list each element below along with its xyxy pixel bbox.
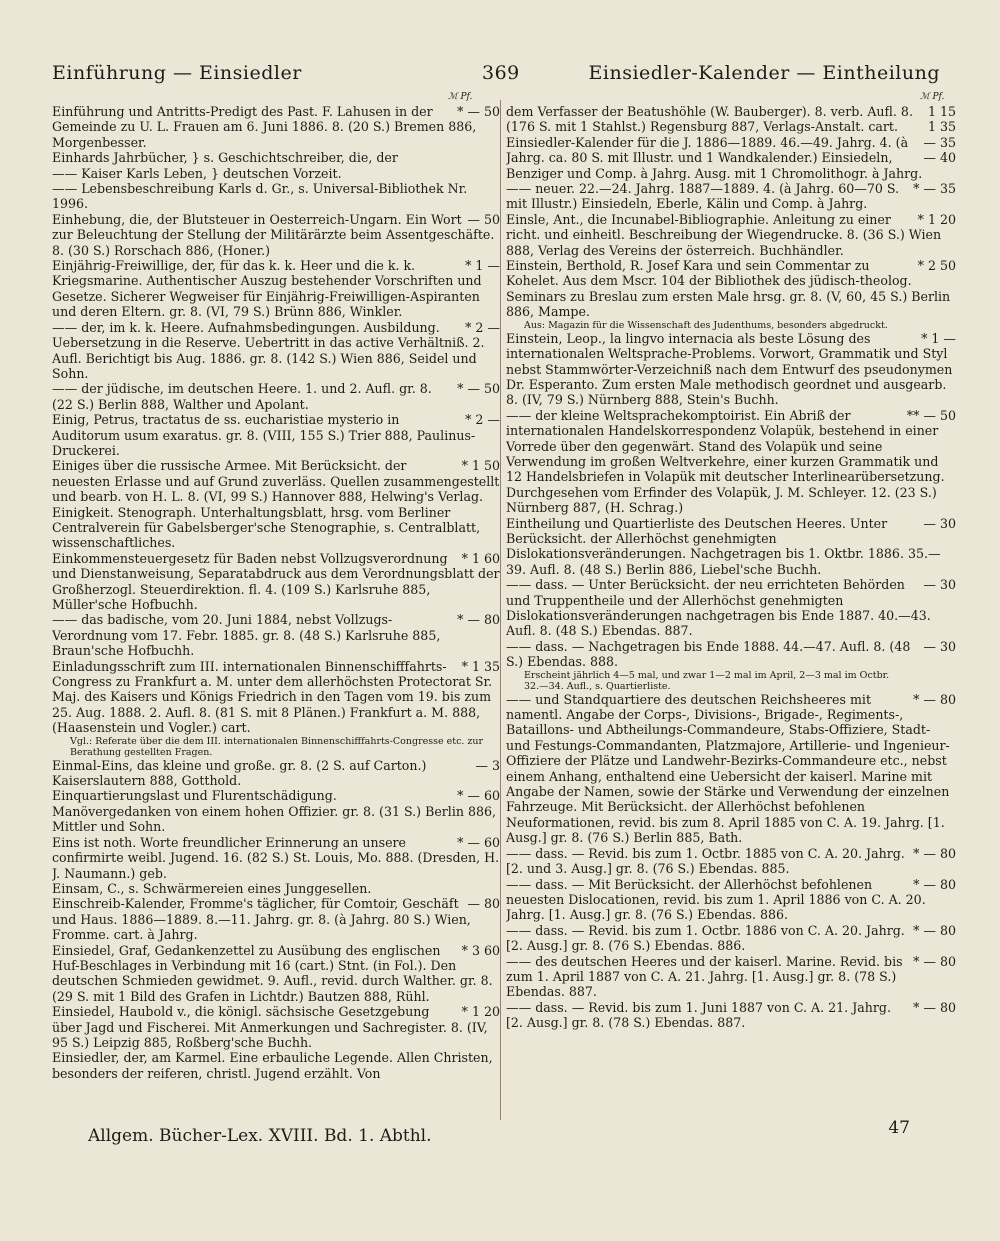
catalog-entry — [506, 877, 956, 923]
catalog-entry — [52, 758, 500, 789]
entry-price: * 2 — — [465, 319, 500, 335]
page-number: 369 — [482, 62, 520, 84]
entry-price: * 1 50 — [461, 458, 500, 474]
catalog-entry — [506, 104, 956, 135]
entry-price: 1 15 1 35 — [927, 104, 956, 135]
catalog-entry — [52, 381, 500, 412]
catalog-entry — [52, 943, 500, 1005]
entry-text: Erscheint jährlich 4—5 mal, und zwar 1—2 mal im April, 2—3 mal im Octbr. — [524, 669, 890, 681]
entry-text: Einschreib-Kalender, Fromme's täglicher, für Comtoir, Geschäft und Haus. 1886—1889. 8.—11. Jahrg. gr. 8. (à Jahrg. 80 S.) Wien, Fromme. cart. à Jahrg. — [52, 896, 471, 943]
entry-text: —— dass. — Revid. bis zum 1. Juni 1887 von C. A. 21. Jahrg. [2. Ausg.] gr. 8. (78 S.) Ebendas. 887. — [506, 999, 891, 1031]
entry-price: * — 35 — [913, 181, 956, 197]
catalog-entry — [52, 736, 500, 758]
entry-price: * 2 — — [465, 412, 500, 428]
entry-text: Einhards Jahrbücher, } s. Geschichtschreiber, die, der — [52, 150, 398, 166]
catalog-entry — [52, 412, 500, 458]
entry-text: Einsiedler-Kalender für die J. 1886—1889. 46.—49. Jahrg. 4. (à Jahrg. ca. 80 S. mit Illustr. und 1 Wandkalender.) Einsiedeln, Benziger und Comp. à Jahrg. Ausg. mit 1 Chromolithogr. à Jahrg. — [506, 134, 923, 181]
footer-sheet-number: 47 — [888, 1118, 910, 1138]
catalog-entry — [52, 104, 500, 150]
entry-price: * — 80 — [913, 691, 956, 707]
entry-text: 32.—34. Aufl., s. Quartierliste. — [524, 680, 671, 692]
catalog-entry — [52, 458, 500, 504]
catalog-entry — [52, 212, 500, 258]
entry-text: Einladungsschrift zum III. internationalen Binnenschifffahrts-Congress zu Frankfurt a. M. unter dem allerhöchsten Protectorat Sr. Maj. des Kaisers und Königs Friedrich in den Tagen vom 19. bis zum 25. Aug. 1888. 2. Aufl. 8. (81 S. mit 8 Plänen.) Frankfurt a. M. 888, (Haasenstein und Vogler.) cart. — [52, 658, 493, 736]
column-divider — [500, 100, 501, 1120]
entry-price: * 1 60 — [461, 550, 500, 566]
entry-text: —— Lebensbeschreibung Karls d. Gr., s. Universal-Bibliothek Nr. 1996. — [52, 181, 468, 212]
entry-text: Einiges über die russische Armee. Mit Berücksicht. der neuesten Erlasse und auf Grund zuverläss. Quellen zusammengestellt und bearb. von H. L. 8. (VI, 99 S.) Hannover 888, Helwing's Verlag. — [52, 458, 500, 505]
catalog-entry — [52, 835, 500, 881]
entry-price: * 1 20 — [917, 211, 956, 227]
entry-price: * — 50 — [457, 381, 500, 397]
entry-price: * 1 35 — [461, 658, 500, 674]
catalog-entry — [52, 896, 500, 942]
entry-text: —— der, im k. k. Heere. Aufnahmsbedingungen. Ausbildung. Uebersetzung in die Reserve. Uebertritt in das active Verhältniß. 2. Aufl. Berichtigt bis Aug. 1886. gr. 8. (142 S.) Wien 886, Seidel und Sohn. — [52, 319, 485, 381]
entry-text: Aus: Magazin für die Wissenschaft des Judenthums, besonders abgedruckt. — [524, 319, 888, 331]
entry-price: * — 80 — [913, 999, 956, 1015]
catalog-entry — [52, 551, 500, 613]
entry-text: Einsam, C., s. Schwärmereien eines Junggesellen. — [52, 880, 372, 896]
price-column-header-right: ℳ Pf. — [920, 92, 945, 102]
entry-text: —— neuer. 22.—24. Jahrg. 1887—1889. 4. (à Jahrg. 60—70 S. mit Illustr.) Einsiedeln, Eberle, Kälin und Comp. à Jahrg. — [506, 181, 900, 212]
entry-text: Einstein, Berthold, R. Josef Kara und sein Commentar zu Kohelet. Aus dem Mscr. 104 der Bibliothek des jüdisch-theolog. Seminars zu Breslau zum ersten Male hrsg. gr. 8. (V, 60, 45 S.) Berlin 886, Mampe. — [506, 258, 951, 320]
footer-signature: Allgem. Bücher-Lex. XVIII. Bd. 1. Abthl. — [88, 1126, 432, 1146]
entry-text: —— und Standquartiere des deutschen Reichsheeres mit namentl. Angabe der Corps-, Divisions-, Brigade-, Regiments-, Bataillons- und Abtheilungs-Commandeure, Stabs-Offiziere, Stadt- und Festungs-Commandanten, Platzmajore, Artillerie- und Ingenieur-Offiziere der Plätze und Landwehr-Bezirks-Commandeure etc., nebst einem Anhang, enthaltend eine Uebersicht der kaiserl. Marine mit Angabe der Namen, sowie der Stärke und Verwendung der einzelnen Fahrzeuge. Mit Berücksicht. der Allerhöchst befohlenen Neuformationen, revid. bis zum 8. April 1885 von C. A. 19. Jahrg. [1. Ausg.] gr. 8. (76 S.) Berlin 885, Bath. — [506, 691, 950, 846]
catalog-entry — [52, 788, 500, 834]
running-head-left: Einführung — Einsiedler — [52, 62, 302, 84]
running-head-right: Einsiedler-Kalender — Eintheilung — [588, 62, 940, 84]
catalog-entry — [506, 331, 956, 408]
catalog-entry — [506, 212, 956, 258]
entry-price: * 1 — — [465, 258, 500, 274]
catalog-entry — [52, 881, 500, 896]
entry-text: Einsiedel, Graf, Gedankenzettel zu Ausübung des englischen Huf-Beschlages in Verbindung mit 16 (cart.) Stnt. (in Fol.). Den deutschen Schmieden gewidmet. 9. Aufl., revid. durch Walther. gr. 8. (29 S. mit 1 Bild des Grafen in Lichtdr.) Bautzen 888, Rühl. — [52, 942, 493, 1004]
entry-price: — 3 — [475, 757, 500, 773]
catalog-entry — [506, 846, 956, 877]
entry-text: Einkommensteuergesetz für Baden nebst Vollzugsverordnung und Dienstanweisung, Separatabdruck aus dem Verordnungsblatt der Großherzogl. Steuerdirektion. fl. 4. (109 S.) Karlsruhe 885, Müller'sche Hofbuchh. — [52, 550, 500, 612]
catalog-entry — [506, 577, 956, 639]
entry-text: —— dass. — Revid. bis zum 1. Octbr. 1885 von C. A. 20. Jahrg. [2. und 3. Ausg.] gr. 8. (76 S.) Ebendas. 885. — [506, 845, 905, 877]
entry-text: Einjährig-Freiwillige, der, für das k. k. Heer und die k. k. Kriegsmarine. Authentischer Auszug bestehender Vorschriften und Gesetze. Sicherer Wegweiser für Einjährig-Freiwilligen-Aspiranten und deren Eltern. gr. 8. (VI, 79 S.) Brünn 886, Winkler. — [52, 258, 482, 320]
entry-price: — 35 — 40 — [923, 134, 956, 166]
catalog-entry — [506, 1000, 956, 1031]
catalog-entry — [52, 166, 500, 181]
catalog-entry — [506, 670, 956, 681]
catalog-entry — [52, 258, 500, 320]
entry-text: Vgl.: Referate über die dem III. internationalen Binnenschifffahrts-Congresse etc. zur Berathung gestellten Fragen. — [70, 735, 484, 758]
catalog-entry — [506, 181, 956, 212]
entry-text: —— dass. — Unter Berücksicht. der neu errichteten Behörden und Truppentheile und der Allerhöchst genehmigten Dislokationsveränderungen nachgetragen bis Ende 1887. 40.—43. Aufl. 8. (48 S.) Ebendas. 887. — [506, 577, 931, 639]
entry-text: —— dass. — Nachgetragen bis Ende 1888. 44.—47. Aufl. 8. (48 S.) Ebendas. 888. — [506, 638, 911, 670]
catalog-entry — [52, 612, 500, 658]
entry-text: Einquartierungslast und Flurentschädigung. Manövergedanken von einem hohen Offizier. gr. 8. (31 S.) Berlin 886, Mittler und Sohn. — [52, 788, 497, 835]
catalog-entry — [506, 923, 956, 954]
catalog-entry — [506, 408, 956, 516]
entry-price: * 2 50 — [917, 258, 956, 274]
catalog-entry — [52, 1050, 500, 1081]
entry-text: Einsiedel, Haubold v., die königl. sächsische Gesetzgebung über Jagd und Fischerei. Mit Anmerkungen und Sachregister. 8. (IV, 95 S.) Leipzig 885, Roßberg'sche Buchh. — [52, 1004, 488, 1050]
catalog-entry — [52, 320, 500, 382]
entry-price: — 80 — [467, 896, 500, 912]
entry-price: — 30 — [923, 515, 956, 531]
entry-price: * 1 20 — [461, 1004, 500, 1020]
catalog-entry — [506, 639, 956, 670]
catalog-entry — [506, 516, 956, 578]
entry-text: Eintheilung und Quartierliste des Deutschen Heeres. Unter Berücksicht. der Allerhöchst genehmigten Dislokationsveränderungen. Nachgetragen bis 1. Oktbr. 1886. 35.—39. Aufl. 8. (48 S.) Berlin 886, Liebel'sche Buchh. — [506, 515, 941, 577]
entry-price: * — 50 — [457, 104, 500, 119]
entry-price: — 30 — [923, 577, 956, 593]
entry-text: Einführung und Antritts-Predigt des Past. F. Lahusen in der Gemeinde zu U. L. Frauen am 6. Juni 1886. 8. (20 S.) Bremen 886, Morgenbesser. — [52, 104, 477, 150]
page-footer — [88, 1118, 910, 1148]
entry-price: * — 60 — [457, 788, 500, 804]
entry-price: * 3 60 — [461, 942, 500, 958]
catalog-entry — [506, 320, 956, 331]
entry-text: Einigkeit. Stenograph. Unterhaltungsblatt, hrsg. vom Berliner Centralverein für Gabelsberger'sche Stenographie, s. Centralblatt, wissenschaftliches. — [52, 504, 481, 551]
entry-text: Eins ist noth. Worte freundlicher Erinnerung an unsere confirmirte weibl. Jugend. 16. (82 S.) St. Louis, Mo. 888. (Dresden, H. J. Naumann.) geb. — [52, 834, 500, 881]
right-column — [506, 104, 956, 1119]
catalog-entry — [506, 692, 956, 846]
entry-text: Einstein, Leop., la lingvo internacia als beste Lösung des internationalen Weltsprache-Problems. Vorwort, Grammatik und Styl nebst Stammwörter-Verzeichniß nach dem Entwurf des pseudonymen Dr. Esperanto. Zum ersten Male methodisch geordnet und ausgearb. 8. (IV, 79 S.) Nürnberg 888, Stein's Buchh. — [506, 330, 953, 408]
entry-price: * — 80 — [457, 612, 500, 628]
catalog-entry — [52, 659, 500, 736]
entry-text: —— Kaiser Karls Leben, } deutschen Vorzeit. — [52, 165, 342, 181]
entry-text: —— des deutschen Heeres und der kaiserl. Marine. Revid. bis zum 1. April 1887 von C. A. 21. Jahrg. [1. Ausg.] gr. 8. (78 S.) Ebendas. 887. — [506, 953, 903, 1000]
entry-price: * — 80 — [913, 953, 956, 969]
price-column-header-left: ℳ Pf. — [448, 92, 473, 102]
catalog-entry — [506, 954, 956, 1000]
entry-text: Einsle, Ant., die Incunabel-Bibliographie. Anleitung zu einer richt. und einheitl. Beschreibung der Wiegendrucke. 8. (36 S.) Wien 888, Verlag des Vereins der österreich. Buchhändler. — [506, 211, 942, 258]
entry-text: dem Verfasser der Beatushöhle (W. Bauberger). 8. verb. Aufl. 8. (176 S. mit 1 Stahlst.) Regensburg 887, Verlags-Anstalt. cart. — [506, 104, 913, 135]
entry-text: —— das badische, vom 20. Juni 1884, nebst Vollzugs-Verordnung vom 17. Febr. 1885. gr. 8. (48 S.) Karlsruhe 885, Braun'sche Hofbuchh. — [52, 612, 441, 659]
catalog-entry — [52, 150, 500, 165]
entry-text: Einhebung, die, der Blutsteuer in Oesterreich-Ungarn. Ein Wort zur Beleuchtung der Stellung der Militärärzte beim Assentgeschäfte. 8. (30 S.) Rorschach 886, (Honer.) — [52, 211, 495, 258]
entry-price: * — 60 — [457, 834, 500, 850]
catalog-entry — [506, 681, 956, 692]
entry-price: * — 80 — [913, 845, 956, 861]
entry-price: — 50 — [467, 211, 500, 227]
catalog-entry — [506, 135, 956, 181]
entry-price: * 1 — — [921, 330, 956, 346]
entry-text: —— dass. — Revid. bis zum 1. Octbr. 1886 von C. A. 20. Jahrg. [2. Ausg.] gr. 8. (76 S.) Ebendas. 886. — [506, 922, 905, 954]
left-column — [52, 104, 500, 1119]
catalog-entry — [52, 1004, 500, 1050]
entry-text: —— der jüdische, im deutschen Heere. 1. und 2. Aufl. gr. 8. (22 S.) Berlin 888, Walther und Apolant. — [52, 381, 432, 412]
entry-price: * — 80 — [913, 922, 956, 938]
entry-text: Einsiedler, der, am Karmel. Eine erbauliche Legende. Allen Christen, besonders der reiferen, christl. Jugend erzählt. Von — [52, 1050, 493, 1081]
entry-price: ** — 50 — [906, 407, 956, 423]
entry-price: — 30 — [923, 638, 956, 654]
entry-text: —— der kleine Weltsprachekomptoirist. Ein Abriß der internationalen Handelskorrespondenz Volapük, bestehend in einer Vorrede über den gegenwärt. Stand des Volapük und seine Verwendung im großen Weltverkehre, einer kurzen Grammatik und 12 Handelsbriefen in Volapük mit deutscher Interlinearübersetzung. Durchgesehen vom Erfinder des Volapük, J. M. Schleyer. 12. (23 S.) Nürnberg 887, (H. Schrag.) — [506, 407, 945, 516]
catalog-entry — [52, 505, 500, 551]
entry-text: Einig, Petrus, tractatus de ss. eucharistiae mysterio in Auditorum usum exaratus. gr. 8. (VIII, 155 S.) Trier 888, Paulinus-Druckerei. — [52, 412, 476, 458]
entry-text: —— dass. — Mit Berücksicht. der Allerhöchst befohlenen neuesten Dislocationen, revid. bis zum 1. April 1886 von C. A. 20. Jahrg. [1. Ausg.] gr. 8. (76 S.) Ebendas. 886. — [506, 876, 926, 923]
running-head — [52, 62, 940, 88]
catalog-entry — [506, 258, 956, 320]
entry-price: * — 80 — [913, 876, 956, 892]
entry-text: Einmal-Eins, das kleine und große. gr. 8. (2 S. auf Carton.) Kaiserslautern 888, Gotthold. — [52, 757, 427, 789]
catalog-entry — [52, 181, 500, 212]
